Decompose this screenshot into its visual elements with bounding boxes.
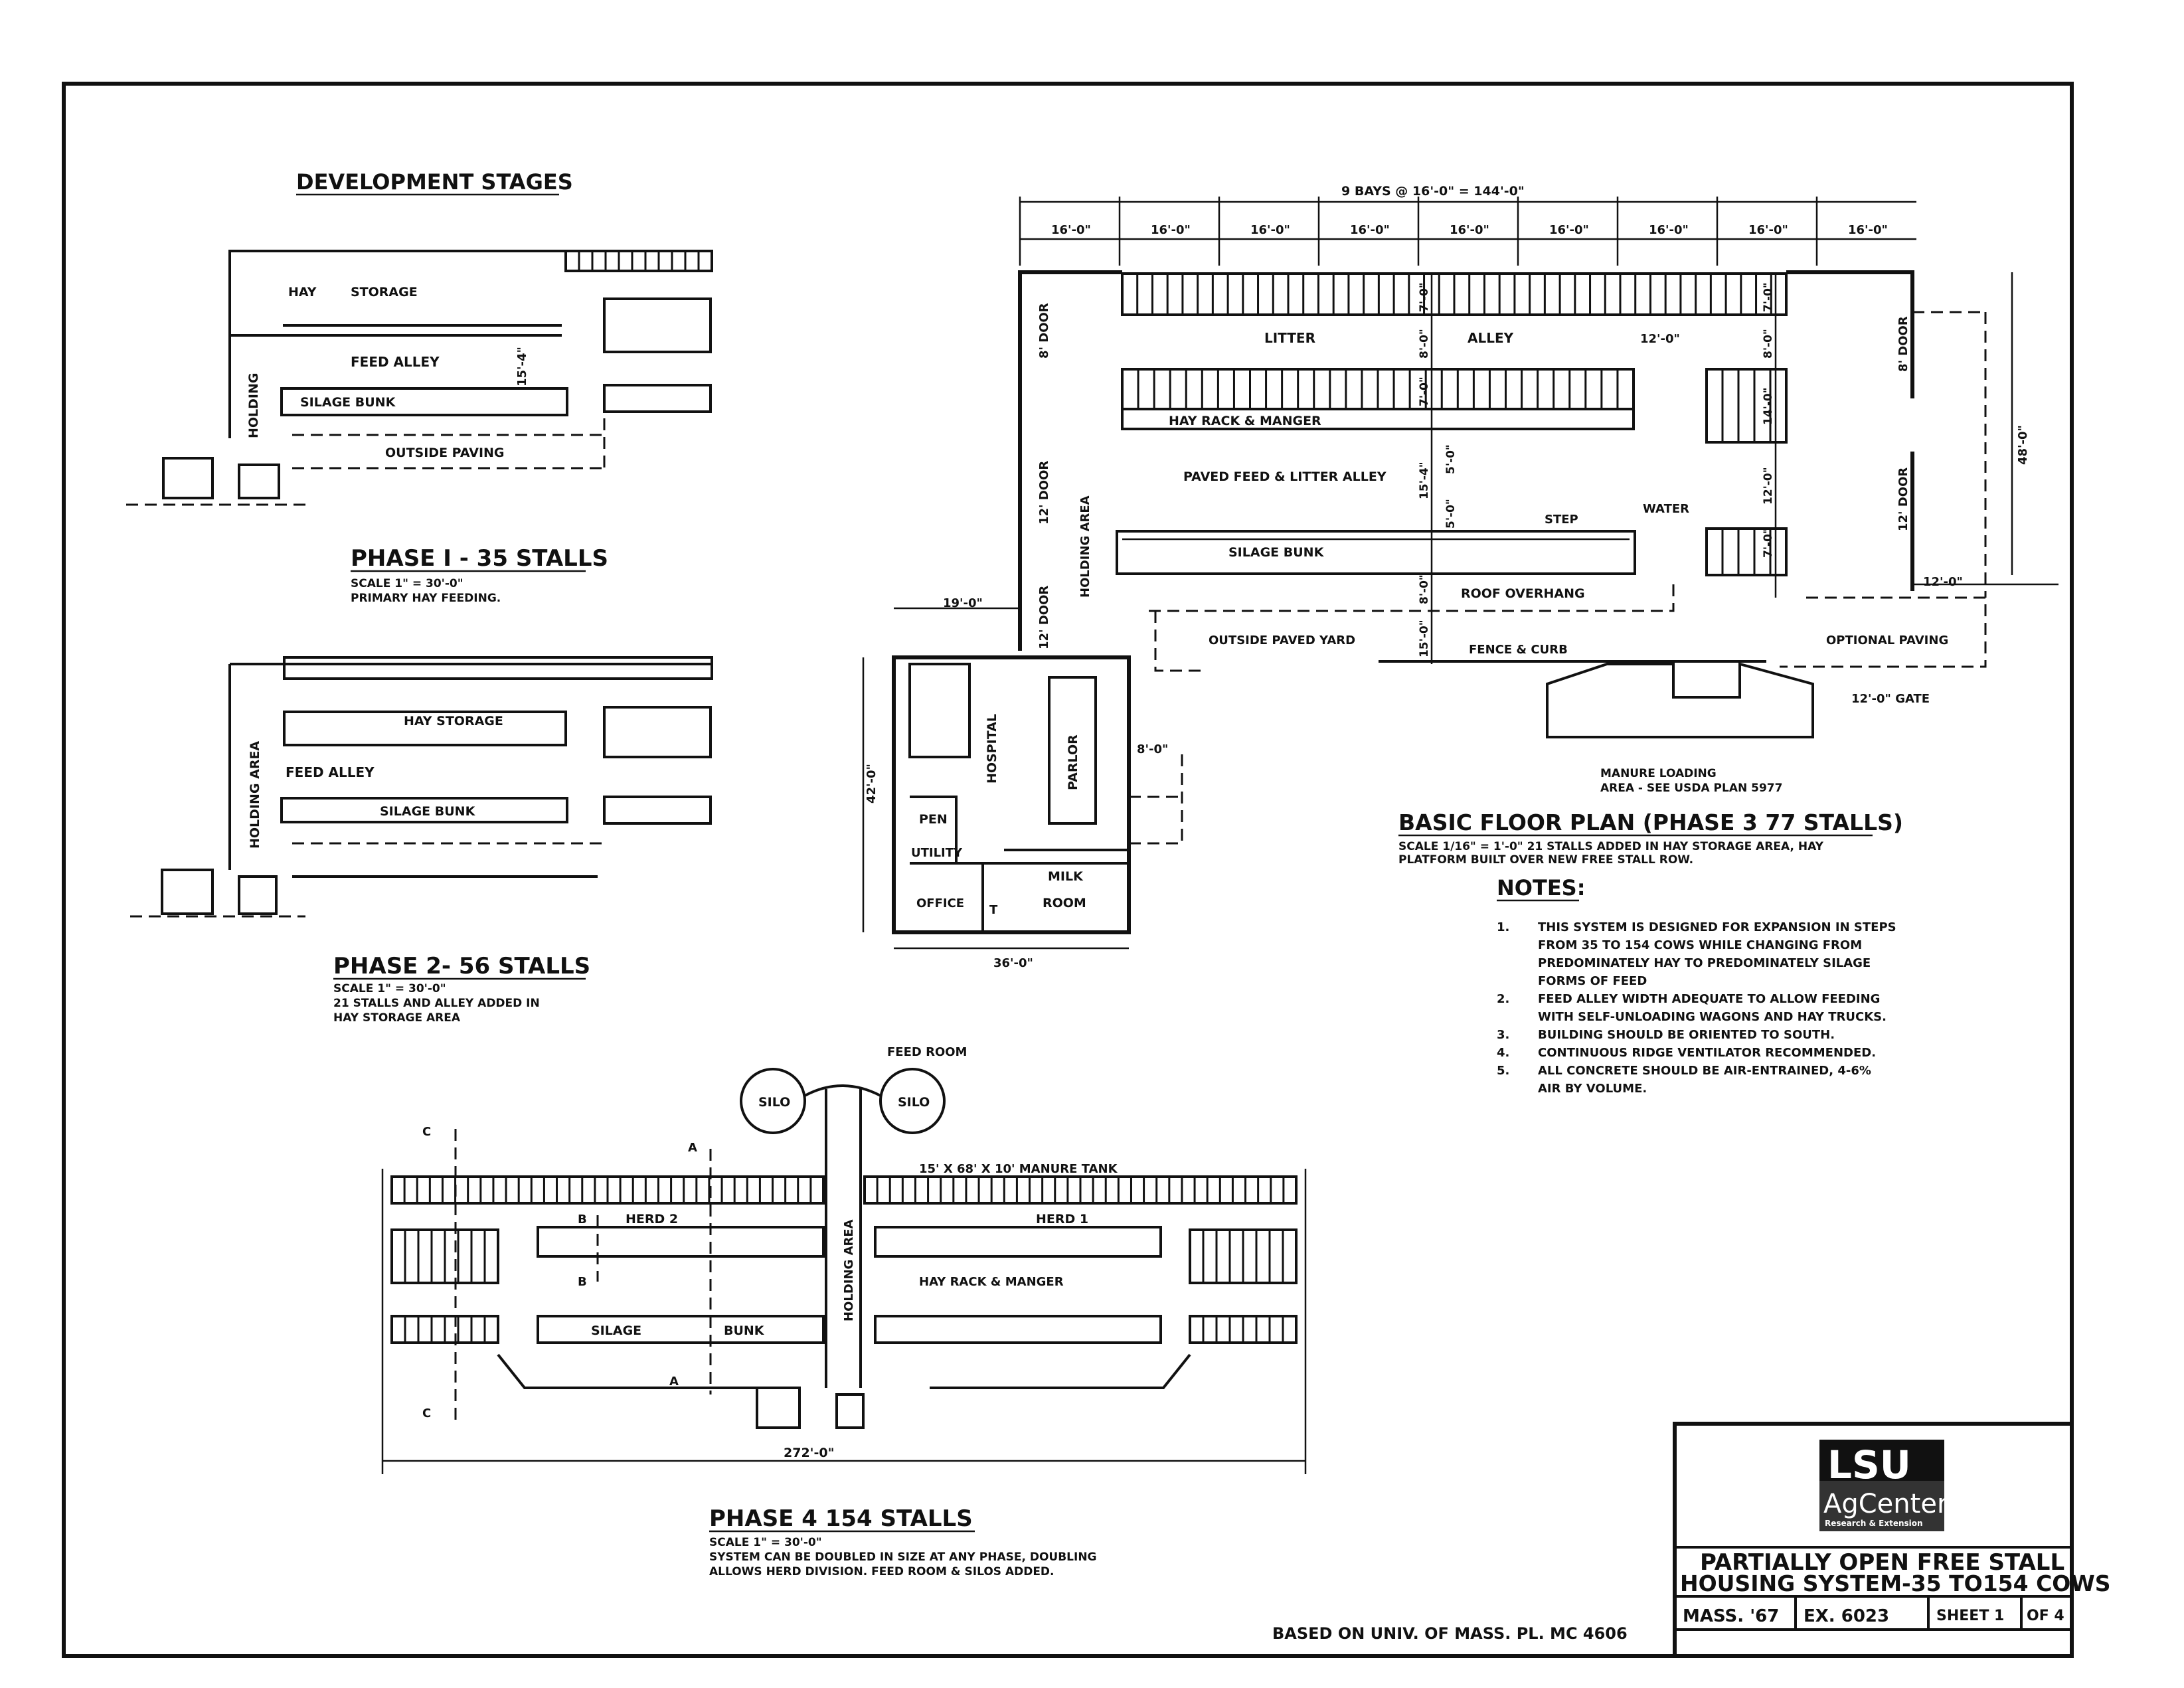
basic-paved-feed-label: PAVED FEED & LITTER ALLEY bbox=[1183, 469, 1386, 484]
basic-overall-dim: 9 BAYS @ 16'-0" = 144'-0" bbox=[1341, 184, 1525, 199]
section-c-top: C bbox=[422, 1125, 432, 1139]
herd2-label: HERD 2 bbox=[626, 1212, 679, 1226]
note-line: AIR BY VOLUME. bbox=[1538, 1082, 1647, 1096]
dim-19: 19'-0" bbox=[943, 596, 983, 610]
phase1-hay-label: HAY bbox=[288, 285, 317, 299]
title-line2: HOUSING SYSTEM-35 TO154 COWS bbox=[1680, 1570, 2111, 1596]
basic-plan-scale-1: SCALE 1/16" = 1'-0" 21 STALLS ADDED IN HAY STORAGE AREA, HAY bbox=[1398, 840, 1823, 853]
bay-dim-label: 16'-0" bbox=[1250, 223, 1290, 237]
basic-silage-bunk-label: SILAGE BUNK bbox=[1228, 545, 1324, 560]
bay-dim-label: 16'-0" bbox=[1748, 223, 1788, 237]
dim-8-b: 8'-0" bbox=[1418, 574, 1431, 604]
section-b-top: B bbox=[578, 1213, 587, 1226]
dim-8-c: 8'-0" bbox=[1762, 329, 1775, 359]
phase2-plan bbox=[130, 657, 712, 916]
dim-5-a: 5'-0" bbox=[1444, 499, 1458, 529]
bay-dim-label: 16'-0" bbox=[1350, 223, 1390, 237]
dim-5-b: 5'-0" bbox=[1444, 444, 1458, 474]
dim-7-d: 7'-0" bbox=[1762, 528, 1775, 558]
title-line1: PARTIALLY OPEN FREE STALL bbox=[1700, 1549, 2065, 1576]
bay-dim-label: 16'-0" bbox=[1848, 223, 1888, 237]
basic-optional-paving-label: OPTIONAL PAVING bbox=[1826, 633, 1949, 647]
phase1-plan bbox=[126, 251, 712, 505]
hospital-label: HOSPITAL bbox=[985, 713, 999, 784]
phase2-holding-area-label: HOLDING AREA bbox=[248, 740, 262, 849]
bay-dim-label: 16'-0" bbox=[1549, 223, 1589, 237]
notes-heading: NOTES: bbox=[1497, 875, 1586, 900]
phase1-holding-label: HOLDING bbox=[246, 373, 261, 438]
note-number: 3. bbox=[1497, 1028, 1510, 1042]
basic-door-right-low: 12' DOOR bbox=[1896, 467, 1910, 531]
basic-water-label: WATER bbox=[1643, 502, 1690, 516]
p4-bunk-label: BUNK bbox=[724, 1323, 764, 1338]
note-line: PREDOMINATELY HAY TO PREDOMINATELY SILAGE bbox=[1538, 956, 1871, 970]
development-heading: DEVELOPMENT STAGES bbox=[296, 169, 573, 195]
room-label: ROOM bbox=[1043, 896, 1086, 910]
basic-silage-bunk bbox=[1117, 531, 1635, 574]
bay-dim-label: 16'-0" bbox=[1649, 223, 1689, 237]
basic-roof-overhang-label: ROOF OVERHANG bbox=[1461, 586, 1585, 601]
feed-room-label: FEED ROOM bbox=[887, 1045, 967, 1059]
basic-manure-loading-1: MANURE LOADING bbox=[1600, 767, 1717, 780]
feed-room bbox=[805, 1086, 881, 1096]
phase1-stall-block-lower bbox=[604, 385, 711, 412]
phase1-feed-alley-label: FEED ALLEY bbox=[351, 354, 440, 370]
section-a-top: A bbox=[688, 1141, 697, 1155]
basic-litter-label: LITTER bbox=[1264, 330, 1315, 346]
note-number: 2. bbox=[1497, 992, 1510, 1006]
logo-tagline: Research & Extension bbox=[1825, 1519, 1923, 1528]
p4-hay-rack-right bbox=[875, 1227, 1161, 1256]
section-c-bottom: C bbox=[422, 1406, 432, 1420]
pen-label: PEN bbox=[919, 812, 948, 827]
hospital-pen bbox=[910, 664, 969, 757]
phase2-stall-row-top bbox=[284, 657, 712, 679]
dim-12-c: 12'-0" bbox=[1762, 467, 1775, 505]
basic-plan-title: BASIC FLOOR PLAN (PHASE 3 77 STALLS) bbox=[1398, 809, 1903, 835]
basic-door-left-top: 8' DOOR bbox=[1037, 303, 1051, 359]
utility-label: UTILITY bbox=[911, 846, 963, 860]
basic-hay-rack-label: HAY RACK & MANGER bbox=[1169, 414, 1321, 428]
office-label: OFFICE bbox=[916, 896, 965, 910]
dim-8-a: 8'-0" bbox=[1418, 329, 1431, 359]
phase2-stall-block-right bbox=[604, 707, 711, 757]
phase1-stall-block-right bbox=[604, 299, 711, 352]
phase2-title: PHASE 2- 56 STALLS bbox=[333, 953, 591, 979]
dim-36: 36'-0" bbox=[993, 956, 1033, 970]
dim-7-b: 7'-0" bbox=[1418, 377, 1431, 406]
section-b-bottom: B bbox=[578, 1275, 587, 1289]
phase2-silage-bunk-label: SILAGE BUNK bbox=[380, 804, 475, 819]
note-line: FROM 35 TO 154 COWS WHILE CHANGING FROM bbox=[1538, 938, 1863, 952]
phase1-outside-paving-label: OUTSIDE PAVING bbox=[385, 446, 505, 460]
bay-dim-label: 16'-0" bbox=[1450, 223, 1489, 237]
dim-8-0: 8'-0" bbox=[1137, 742, 1169, 756]
phase4-scale: SCALE 1" = 30'-0" bbox=[709, 1536, 822, 1549]
note-line: FEED ALLEY WIDTH ADEQUATE TO ALLOW FEEDING bbox=[1538, 992, 1881, 1006]
phase2-hay-storage-label: HAY STORAGE bbox=[404, 714, 503, 728]
note-number: 1. bbox=[1497, 920, 1510, 934]
phase1-title: PHASE I - 35 STALLS bbox=[351, 545, 608, 572]
note-line: CONTINUOUS RIDGE VENTILATOR RECOMMENDED. bbox=[1538, 1046, 1877, 1060]
silo-right-label: SILO bbox=[898, 1095, 930, 1110]
phase2-scale: SCALE 1" = 30'-0" bbox=[333, 982, 446, 995]
phase4-desc-line2: ALLOWS HERD DIVISION. FEED ROOM & SILOS ADDED. bbox=[709, 1565, 1054, 1578]
dim-12-top: 12'-0" bbox=[1640, 332, 1680, 346]
footer-note: BASED ON UNIV. OF MASS. PL. MC 4606 bbox=[1272, 1624, 1628, 1643]
note-number: 4. bbox=[1497, 1046, 1510, 1060]
phase4-desc-line1: SYSTEM CAN BE DOUBLED IN SIZE AT ANY PHASE, DOUBLING bbox=[709, 1551, 1097, 1564]
p4-silage-label: SILAGE bbox=[591, 1323, 642, 1338]
basic-gate-label: 12'-0" GATE bbox=[1851, 692, 1930, 706]
basic-alley-label: ALLEY bbox=[1468, 330, 1514, 346]
phase2-stall-block-lower bbox=[604, 797, 711, 823]
p4-hay-rack-left bbox=[538, 1227, 823, 1256]
dim-7-c: 7'-0" bbox=[1762, 282, 1775, 312]
dim-15-4: 15'-4" bbox=[1418, 462, 1431, 499]
basic-door-left-mid: 12' DOOR bbox=[1037, 460, 1051, 525]
phase2-desc-line1: 21 STALLS AND ALLEY ADDED IN bbox=[333, 997, 540, 1010]
note-line: WITH SELF-UNLOADING WAGONS AND HAY TRUCKS. bbox=[1538, 1010, 1887, 1024]
notes-list bbox=[1497, 920, 1896, 1096]
basic-fence-curb-label: FENCE & CURB bbox=[1469, 643, 1568, 657]
title-sheet-of: OF 4 bbox=[2027, 1608, 2064, 1624]
dim-14: 14'-0" bbox=[1762, 387, 1775, 425]
silo-left-label: SILO bbox=[758, 1095, 791, 1110]
dim-42: 42'-0" bbox=[865, 764, 879, 803]
p4-holding-area-label: HOLDING AREA bbox=[842, 1219, 856, 1321]
phase4-title: PHASE 4 154 STALLS bbox=[709, 1505, 973, 1532]
basic-holding-area-label: HOLDING AREA bbox=[1078, 495, 1092, 598]
dim-48: 48'-0" bbox=[2016, 425, 2030, 465]
title-plan-no: EX. 6023 bbox=[1804, 1606, 1890, 1626]
bay-dimension-labels bbox=[1020, 197, 1888, 266]
parlor-label: PARLOR bbox=[1066, 734, 1080, 790]
logo-agcenter: AgCenter bbox=[1823, 1489, 1948, 1519]
basic-manure-loading-2: AREA - SEE USDA PLAN 5977 bbox=[1600, 782, 1783, 795]
note-line: THIS SYSTEM IS DESIGNED FOR EXPANSION IN STEPS bbox=[1538, 920, 1896, 934]
manure-tank-label: 15' X 68' X 10' MANURE TANK bbox=[919, 1162, 1118, 1176]
p4-silage-bunk-right bbox=[875, 1316, 1161, 1343]
note-line: FORMS OF FEED bbox=[1538, 974, 1647, 988]
milk-label: MILK bbox=[1048, 869, 1083, 884]
phase1-scale: SCALE 1" = 30'-0" bbox=[351, 577, 463, 590]
note-line: BUILDING SHOULD BE ORIENTED TO SOUTH. bbox=[1538, 1028, 1835, 1042]
section-a-bottom: A bbox=[669, 1375, 679, 1389]
phase1-stall-row-top bbox=[566, 251, 712, 271]
basic-outside-paved-yard-label: OUTSIDE PAVED YARD bbox=[1209, 633, 1356, 647]
title-source: MASS. '67 bbox=[1683, 1606, 1780, 1626]
basic-door-left-low: 12' DOOR bbox=[1037, 585, 1051, 649]
phase1-desc: PRIMARY HAY FEEDING. bbox=[351, 592, 501, 605]
note-line: ALL CONCRETE SHOULD BE AIR-ENTRAINED, 4-6% bbox=[1538, 1064, 1871, 1078]
dim-12-right: 12'-0" bbox=[1923, 575, 1963, 589]
note-number: 5. bbox=[1497, 1064, 1510, 1078]
phase1-silage-bunk-label: SILAGE BUNK bbox=[300, 395, 396, 410]
title-sheet: SHEET 1 bbox=[1936, 1608, 2005, 1624]
toilet-label: T bbox=[989, 903, 998, 917]
dim-7-a: 7'-0" bbox=[1418, 282, 1431, 312]
logo-lsu: LSU bbox=[1827, 1442, 1911, 1487]
bay-dim-label: 16'-0" bbox=[1051, 223, 1091, 237]
basic-door-right-top: 8' DOOR bbox=[1896, 316, 1910, 372]
phase2-desc-line2: HAY STORAGE AREA bbox=[333, 1011, 461, 1025]
phase2-feed-alley-label: FEED ALLEY bbox=[286, 764, 375, 780]
basic-milking-wing bbox=[894, 657, 1129, 932]
p4-hay-rack-label: HAY RACK & MANGER bbox=[919, 1275, 1064, 1289]
dim-15: 15'-0" bbox=[1418, 620, 1431, 657]
p4-overall-dim: 272'-0" bbox=[784, 1446, 835, 1460]
phase1-dim-label: 15'-4" bbox=[515, 347, 529, 386]
phase1-storage-label: STORAGE bbox=[351, 285, 418, 299]
basic-step-label: STEP bbox=[1545, 513, 1578, 527]
herd1-label: HERD 1 bbox=[1036, 1212, 1089, 1226]
p4-silage-bunk-left bbox=[538, 1316, 823, 1343]
basic-plan-scale-2: PLATFORM BUILT OVER NEW FREE STALL ROW. bbox=[1398, 853, 1694, 867]
bay-dim-label: 16'-0" bbox=[1151, 223, 1191, 237]
